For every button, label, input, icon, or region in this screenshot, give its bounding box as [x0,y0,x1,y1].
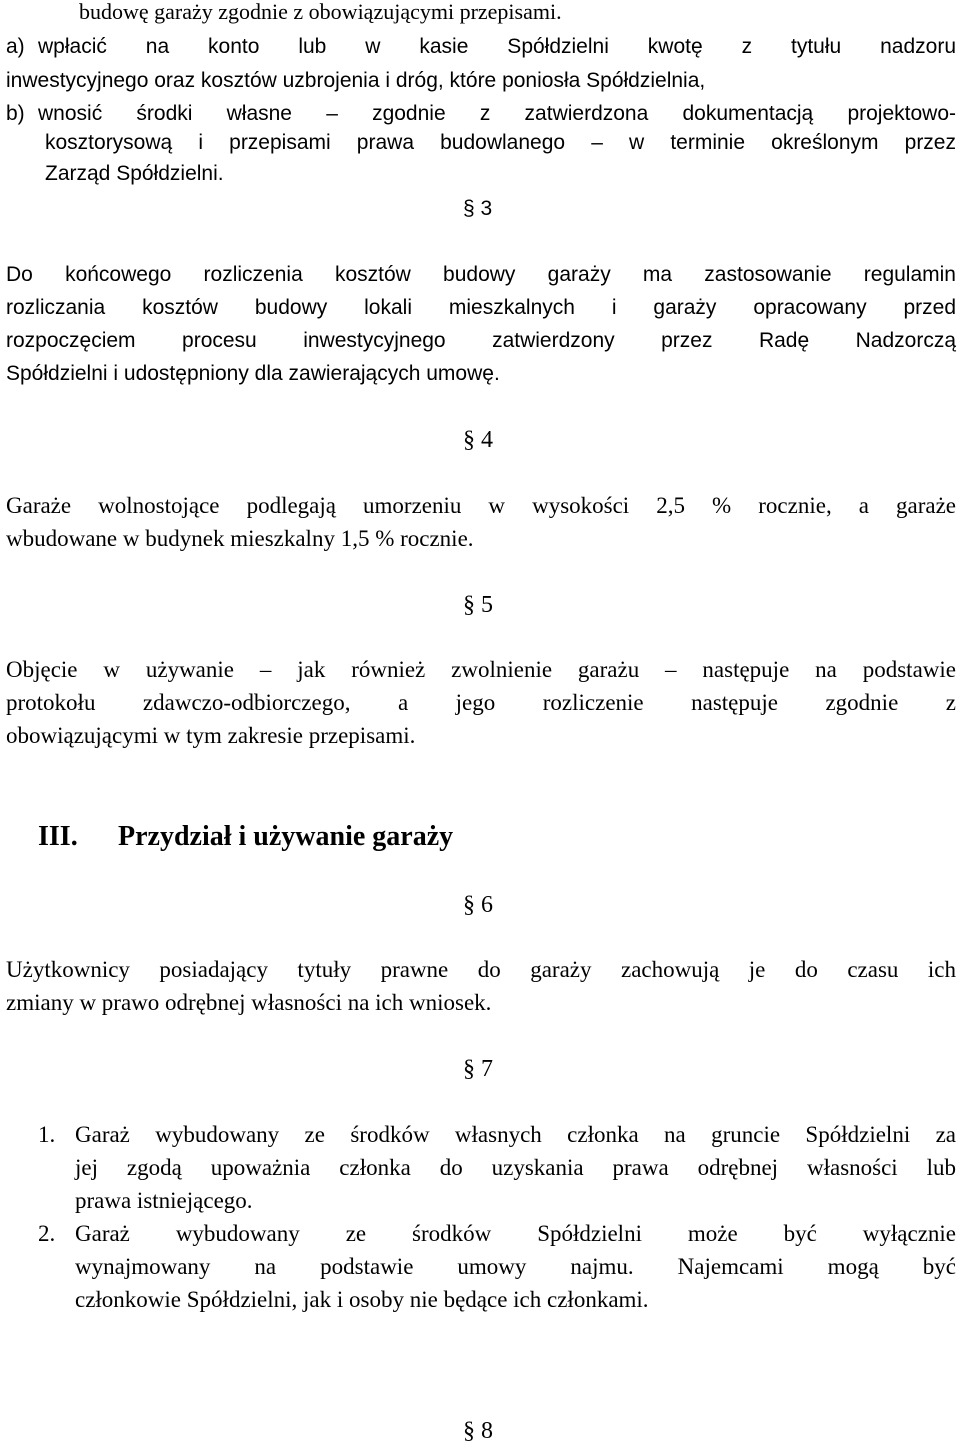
par7-item-2-line-1: Garaż wybudowany ze środków Spółdzielni może być wyłącznie [75,1221,956,1246]
section-heading-4: § 4 [463,427,493,453]
par7-item-2-marker: 2. [38,1221,56,1246]
par5-line-3: obowiązującymi w tym zakresie przepisami. [6,723,416,748]
list-item-a-line-1: wpłacić na konto lub w kasie Spółdzielni kwotę z tytułu nadzoru [38,35,956,58]
par7-item-1-line-3: prawa istniejącego. [75,1188,253,1213]
par3-line-2: rozliczania kosztów budowy lokali mieszkalnych i garaży opracowany przed [6,296,956,319]
list-item-b-line-2: kosztorysową i przepisami prawa budowlanego – w terminie określonym przez [45,131,956,154]
par3-line-3: rozpoczęciem procesu inwestycyjnego zatwierdzony przez Radę Nadzorczą [6,329,956,352]
par5-line-1: Objęcie w używanie – jak również zwolnienie garażu – następuje na podstawie [6,657,956,682]
par7-item-1-line-2: jej zgodą upoważnia członka do uzyskania prawa odrębnej własności lub [75,1155,956,1180]
par5-line-2: protokołu zdawczo-odbiorczego, a jego rozliczenie następuje zgodnie z [6,690,956,715]
par7-item-1-line-1: Garaż wybudowany ze środków własnych członka na gruncie Spółdzielni za [75,1122,956,1147]
list-item-b-line-1: wnosić środki własne – zgodnie z zatwierdzona dokumentacją projektowo- [38,102,956,125]
par4-line-2: wbudowane w budynek mieszkalny 1,5 % rocznie. [6,526,474,551]
chapter-title: Przydział i używanie garaży [118,821,454,852]
par6-line-1: Użytkownicy posiadający tytuły prawne do garaży zachowują je do czasu ich [6,957,956,982]
par3-line-1: Do końcowego rozliczenia kosztów budowy garaży ma zastosowanie regulamin [6,263,956,286]
section-heading-8: § 8 [463,1418,493,1444]
par7-item-1-marker: 1. [38,1122,56,1147]
chapter-number: III. [38,821,78,852]
par7-item-2-line-3: członkowie Spółdzielni, jak i osoby nie będące ich członkami. [75,1287,649,1312]
section-heading-3: § 3 [463,197,493,220]
par7-item-2-line-2: wynajmowany na podstawie umowy najmu. Najemcami mogą być [75,1254,956,1279]
section-heading-6: § 6 [463,892,493,918]
par3-line-4: Spółdzielni i udostępniony dla zawierających umowę. [6,362,500,385]
par6-line-2: zmiany w prawo odrębnej własności na ich wniosek. [6,990,492,1015]
par4-line-1: Garaże wolnostojące podlegają umorzeniu w wysokości 2,5 % rocznie, a garaże [6,493,956,518]
list-item-a-line-2: inwestycyjnego oraz kosztów uzbrojenia i dróg, które poniosła Spółdzielnia, [6,69,706,92]
list-marker-b: b) [6,102,25,125]
section-heading-7: § 7 [463,1056,493,1082]
section-heading-5: § 5 [463,592,493,618]
continuation-line: budowę garaży zgodnie z obowiązującymi przepisami. [79,0,562,24]
list-marker-a: a) [6,35,25,58]
list-item-b-line-3: Zarząd Spółdzielni. [45,162,224,185]
